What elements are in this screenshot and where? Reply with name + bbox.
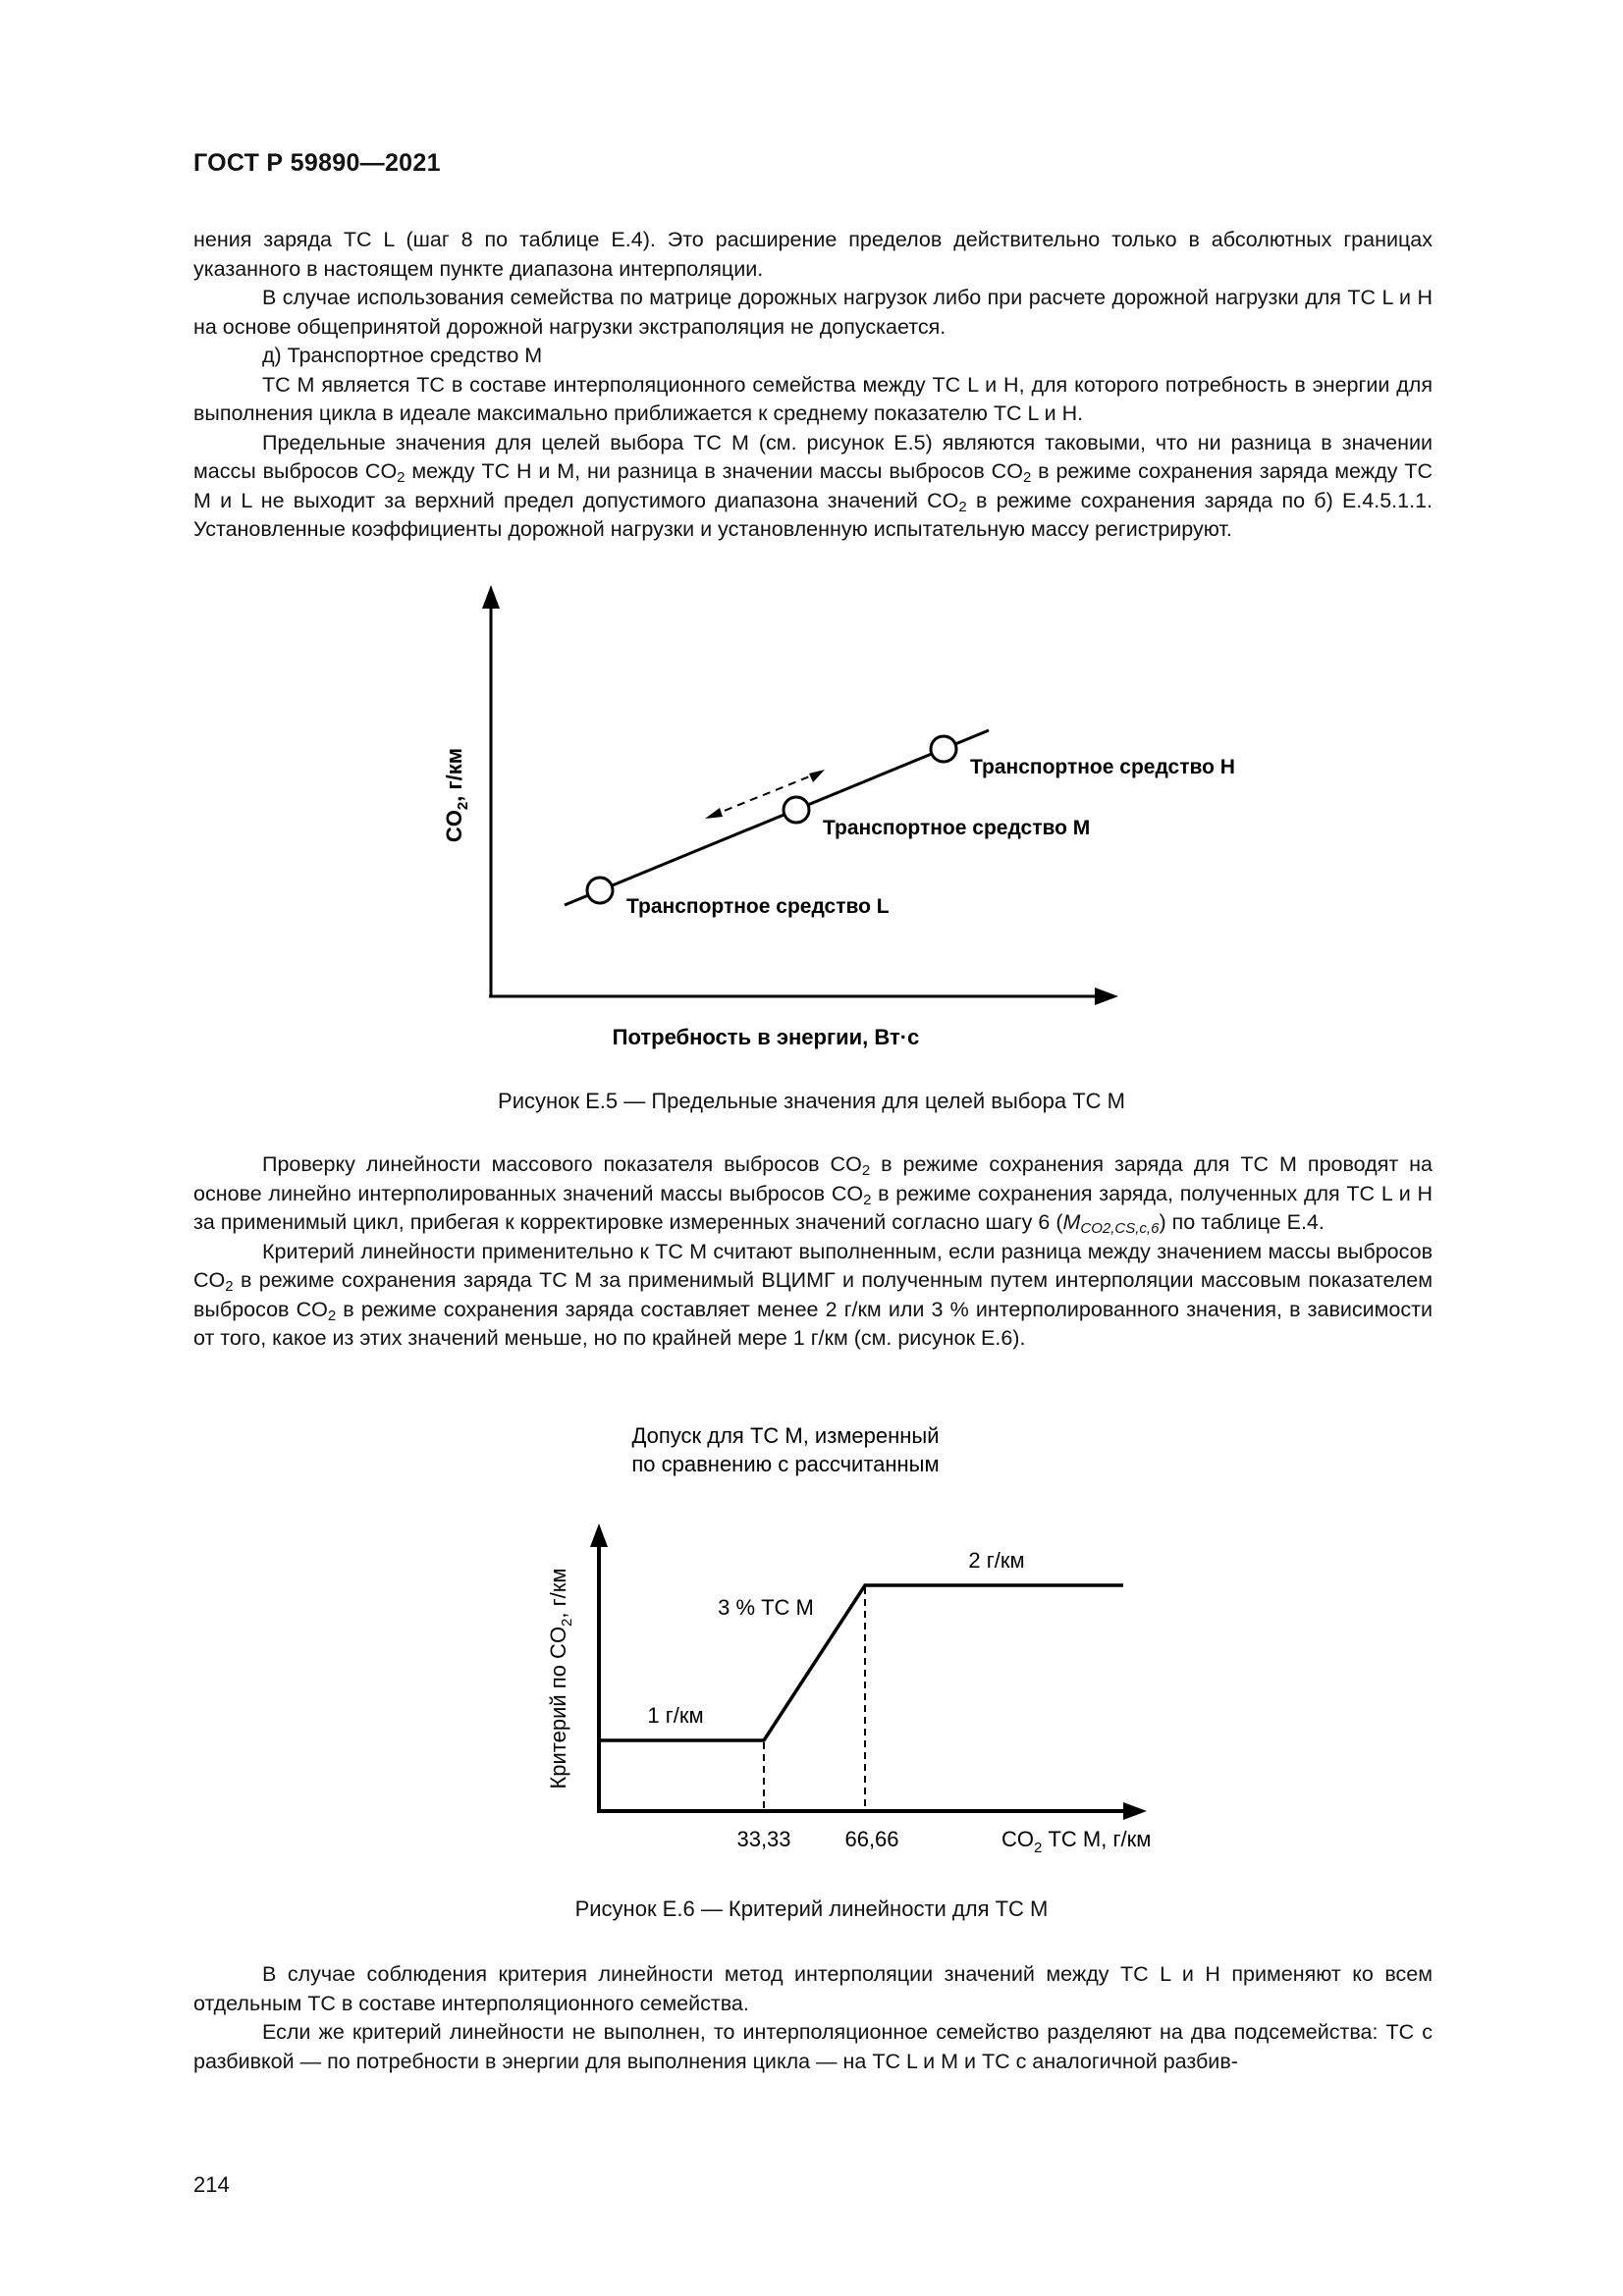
paragraph: В случае соблюдения критерия линейности метод интерполяции значений между ТС L и Н применяют ко всем отдельным ТС в составе интерполяционного семейства. bbox=[193, 1962, 1433, 2015]
label-2-g-km: 2 г/км bbox=[968, 1548, 1025, 1573]
figure-e5-x-axis-label: Потребность в энергии, Вт·с bbox=[612, 1025, 920, 1049]
document-header: ГОСТ Р 59890—2021 bbox=[193, 149, 441, 177]
paragraph: В случае использования семейства по матрице дорожных нагрузок либо при расчете дорожной нагрузки для ТС L и Н на основе общепринятой дорожной нагрузки экстраполяция не допускается. bbox=[193, 286, 1433, 339]
paragraph: ТС М является ТС в составе интерполяционного семейства между ТС L и Н, для которого потребность в энергии для выполнения цикла в идеале максимально приближается к среднему показателю ТС L и Н. bbox=[193, 372, 1433, 425]
paragraph: нения заряда ТС L (шаг 8 по таблице Е.4). Это расширение пределов действительно только в абсолютных границах указанного в настоящем пункте диапазона интерполяции. bbox=[193, 228, 1433, 281]
paragraph: Предельные значения для целей выбора ТС М (см. рисунок Е.5) являются таковыми, что ни разница в значении массы выбросов $CO_2$ между ТС Н и М, ни разница в значении массы выбросов $CO_2$ в режиме сохранения заряда между ТС М и L не выходит за верхний предел допустимого диапазона значений $CO_2$ в режиме сохранения заряда по б) Е.4.5.1.1. Установленные коэффициенты дорожной нагрузки и установленную испытательную массу регистрируют. bbox=[193, 430, 1433, 541]
x-axis bbox=[489, 988, 1118, 1005]
figure-e6-caption: Рисунок Е.6 — Критерий линейности для ТС М bbox=[574, 1896, 1049, 1921]
label-3-percent: 3 % ТС М bbox=[718, 1595, 814, 1620]
text-block-3 bbox=[193, 1960, 1433, 2076]
figure-e5-diagram bbox=[432, 579, 1235, 1060]
page-number: 214 bbox=[193, 2172, 230, 2197]
figure-e6-diagram bbox=[511, 1412, 1198, 1863]
figure-e5-caption: Рисунок Е.5 — Предельные значения для целей выбора ТС М bbox=[498, 1089, 1125, 1113]
figure-e6-y-axis-label: Критерий по $CO_2$, г/км bbox=[546, 1568, 575, 1789]
paragraph: д) Транспортное средство М bbox=[262, 344, 543, 367]
vehicle-l-point bbox=[587, 878, 613, 903]
paragraph: Если же критерий линейности не выполнен, то интерполяционное семейство разделяют на два подсемейства: ТС с разбивкой — по потребности в энергии для выполнения цикла — на ТС L и М и ТС с аналогичной разбив- bbox=[193, 2020, 1433, 2073]
tick-label-33: 33,33 bbox=[736, 1827, 791, 1851]
figure-e6-title-line-1: Допуск для ТС М, измеренный bbox=[631, 1423, 940, 1448]
vehicle-h-label: Транспортное средство Н bbox=[970, 756, 1235, 778]
paragraph: Проверку линейности массового показателя выбросов $CO_2$ в режиме сохранения заряда для ТС М проводят на основе линейно интерполированных значений массы выбросов $CO_2$ в режиме сохранения заряда, полученных для ТС L и Н за применимый цикл, прибегая к корректировке измеренных значений согласно шагу 6 $(M_{CO2,CS,c,6})$ по таблице Е.4. bbox=[193, 1152, 1434, 1237]
figure-e6-title-line-2: по сравнению с рассчитанным bbox=[631, 1452, 940, 1476]
vehicle-l-label: Транспортное средство L bbox=[626, 895, 890, 918]
tick-label-66: 66,66 bbox=[844, 1827, 899, 1851]
x-axis bbox=[597, 1802, 1147, 1820]
y-axis bbox=[590, 1523, 608, 1811]
figure-e5-y-axis-label: $CO_2$, г/км bbox=[442, 747, 471, 843]
y-axis bbox=[482, 585, 500, 996]
paragraph: Критерий линейности применительно к ТС М считают выполненным, если разница между значением массы выбросов $CO_2$ в режиме сохранения заряда ТС М за применимый ВЦИМГ и полученным путем интерполяции массовым показателем выбросов $CO_2$ в режиме сохранения заряда составляет менее 2 г/км или 3 % интерполированного значения, в зависимости от того, какое из этих значений меньше, но по крайней мере 1 г/км (см. рисунок Е.6). bbox=[193, 1239, 1433, 1350]
formula-subscript: CO2,CS,c,6 bbox=[1080, 1220, 1160, 1237]
text-block-1 bbox=[193, 226, 1433, 545]
vehicle-m-label: Транспортное средство М bbox=[823, 817, 1091, 839]
vehicle-m-point bbox=[784, 797, 809, 823]
label-1-g-km: 1 г/км bbox=[647, 1703, 704, 1728]
text-block-2 bbox=[193, 1150, 1433, 1354]
figure-e6-x-axis-label: $CO_2$ ТС М, г/км bbox=[1001, 1827, 1152, 1856]
vehicle-h-point bbox=[931, 736, 956, 762]
